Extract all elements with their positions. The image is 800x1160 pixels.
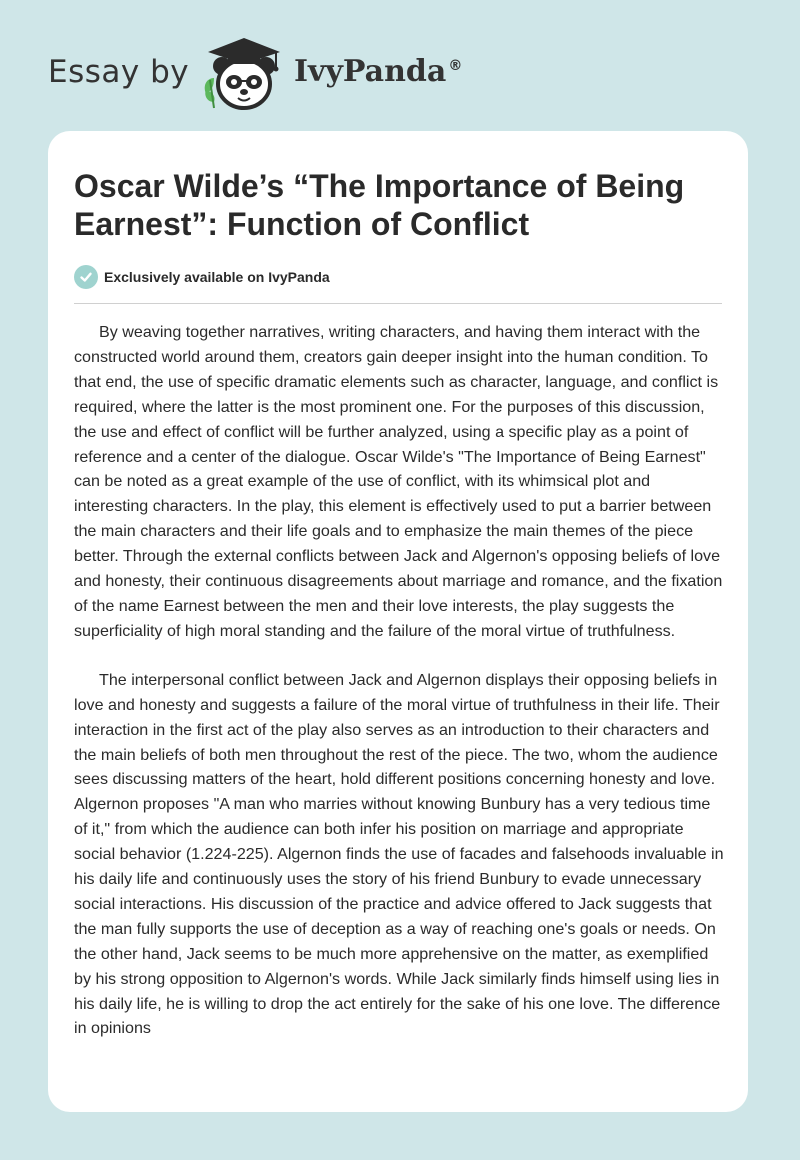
paragraph: By weaving together narratives, writing characters, and having them interact with the constructed world around them, creators gain deeper insight into the human condition. To that end, the use of specific dramatic elements such as character, language, and conflict is required, where the latter is the most prominent one. For the purposes of this discussion, the use and effect of conflict will be further analyzed, using a specific play as a point of reference and a center of the dialogue. Oscar Wilde's "The Importance of Being Earnest" can be noted as a great example of the use of conflict, with its whimsical plot and interesting characters. In the play, this element is effectively used to put a barrier between the main characters and their life goals and to emphasize the main themes of the piece better. Through the external conflicts between Jack and Algernon's opposing beliefs of love and honesty, their continuous disagreements about marriage and romance, and the fixation of the name Earnest between the men and their love interests, the play suggests the superficiality of high moral standing and the failure of the moral virtue of truthfulness. [74, 323, 723, 640]
divider [74, 303, 722, 304]
brand-name-text: IvyPanda [294, 54, 447, 89]
exclusive-badge [74, 264, 330, 290]
site-header [48, 28, 752, 118]
badge-label: Exclusively available on IvyPanda [104, 269, 330, 285]
brand-name[interactable] [294, 54, 462, 89]
panda-graduation-cap-logo[interactable] [200, 32, 286, 114]
essay-card [48, 131, 748, 1112]
essay-title: Oscar Wilde’s “The Importance of Being Earnest”: Function of Conflict [74, 168, 685, 242]
check-icon [74, 265, 98, 289]
essay-body [74, 320, 724, 1065]
brand-prefix: Essay by [48, 54, 190, 90]
registered-mark: ® [448, 58, 463, 74]
paragraph: The interpersonal conflict between Jack and Algernon displays their opposing beliefs in love and honesty and suggests a failure of the moral virtue of truthfulness in their life. Their interaction in the first act of the play also serves as an introduction to their characters and the main beliefs of both men throughout the rest of the piece. The two, whom the audience sees discussing matters of the heart, hold different positions concerning honesty and love. Algernon proposes "A man who marries without knowing Bunbury has a very tedious time of it," from which the audience can both infer his position on marriage and appropriate social behavior (1.224-225). Algernon finds the use of facades and falsehoods invaluable in his daily life and continuously uses the story of his friend Bunbury to evade unnecessary social interactions. His discussion of the practice and advice offered to Jack suggests that the man fully supports the use of deception as a way of reaching one's goals or needs. On the other hand, Jack seems to be much more apprehensive on the matter, as exemplified by his strong opposition to Algernon's words. While Jack similarly finds himself using lies in his daily life, he is willing to drop the act entirely for the sake of his one love. The difference in opinions [74, 670, 724, 1038]
